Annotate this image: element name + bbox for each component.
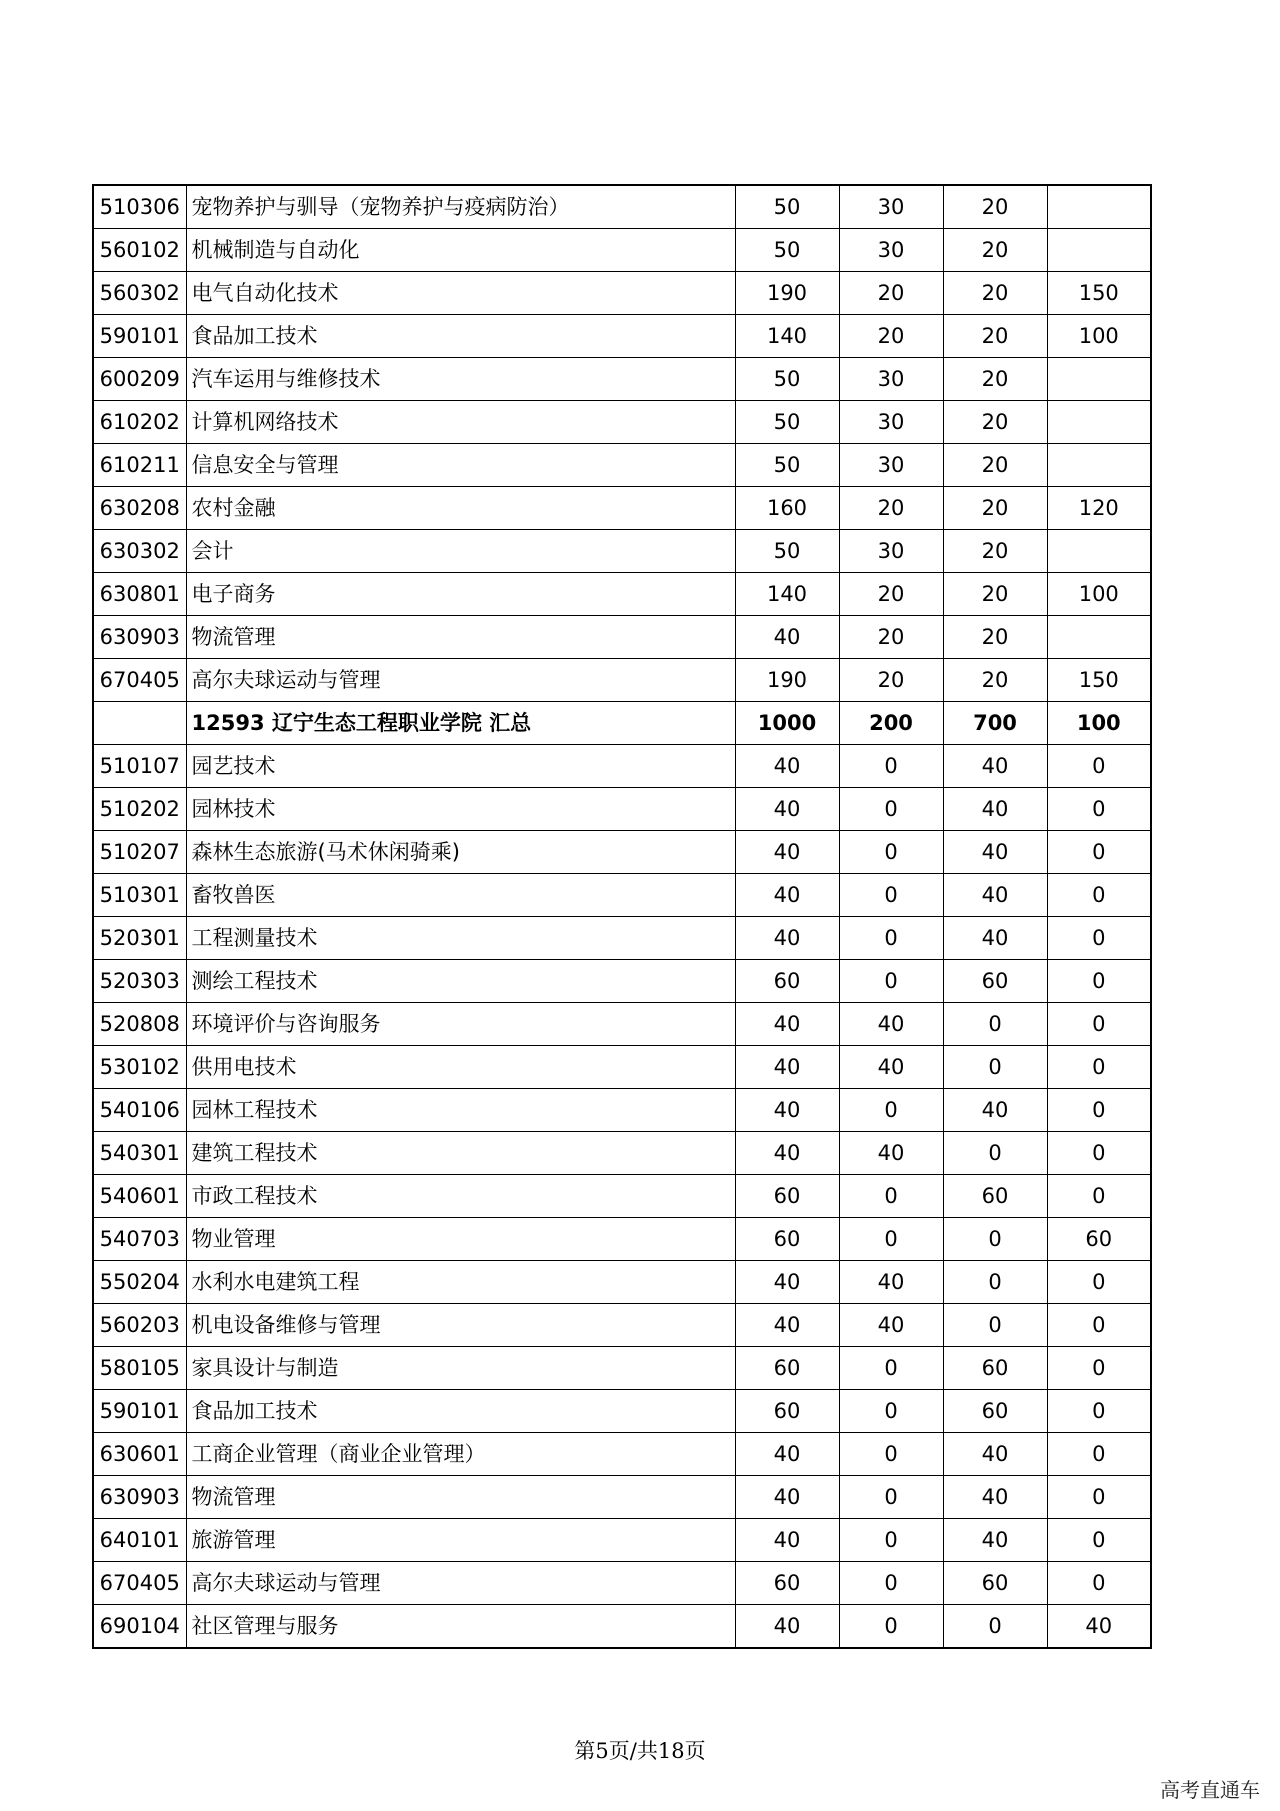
- table-body: [93, 185, 1151, 1648]
- plan-count-1-cell: 30: [839, 401, 943, 444]
- plan-count-1-cell: 20: [839, 487, 943, 530]
- plan-count-2-cell: 60: [943, 960, 1047, 1003]
- major-name-cell: 园林工程技术: [186, 1089, 735, 1132]
- plan-count-2-cell: 60: [943, 1347, 1047, 1390]
- table-row: [93, 229, 1151, 272]
- plan-count-2-cell: 0: [943, 1218, 1047, 1261]
- plan-total-cell: 50: [735, 444, 839, 487]
- table-row: [93, 659, 1151, 702]
- plan-count-2-cell: 20: [943, 659, 1047, 702]
- major-name-cell: 高尔夫球运动与管理: [186, 659, 735, 702]
- table-row: [93, 960, 1151, 1003]
- plan-count-3-cell: 0: [1047, 1089, 1151, 1132]
- major-code-cell: 530102: [93, 1046, 186, 1089]
- plan-count-1-cell: 0: [839, 1476, 943, 1519]
- major-code-cell: 690104: [93, 1605, 186, 1649]
- plan-total-cell: 60: [735, 960, 839, 1003]
- plan-count-3-cell: 150: [1047, 272, 1151, 315]
- major-name-cell: 电子商务: [186, 573, 735, 616]
- table-row: [93, 1261, 1151, 1304]
- major-code-cell: 630302: [93, 530, 186, 573]
- major-code-cell: 590101: [93, 1390, 186, 1433]
- plan-total-cell: 50: [735, 185, 839, 229]
- major-name-cell: 12593 辽宁生态工程职业学院 汇总: [186, 702, 735, 745]
- plan-count-2-cell: 40: [943, 1089, 1047, 1132]
- plan-count-3-cell: 100: [1047, 702, 1151, 745]
- plan-count-2-cell: 20: [943, 616, 1047, 659]
- plan-total-cell: 40: [735, 1519, 839, 1562]
- plan-total-cell: 160: [735, 487, 839, 530]
- table-row: [93, 1046, 1151, 1089]
- plan-count-3-cell: 0: [1047, 960, 1151, 1003]
- table-row: [93, 1175, 1151, 1218]
- plan-total-cell: 50: [735, 358, 839, 401]
- table-row: [93, 1304, 1151, 1347]
- plan-total-cell: 60: [735, 1562, 839, 1605]
- plan-total-cell: 40: [735, 1433, 839, 1476]
- plan-count-1-cell: 0: [839, 917, 943, 960]
- plan-count-1-cell: 30: [839, 185, 943, 229]
- plan-total-cell: 40: [735, 1089, 839, 1132]
- plan-count-2-cell: 20: [943, 229, 1047, 272]
- plan-count-3-cell: 60: [1047, 1218, 1151, 1261]
- plan-count-3-cell: 40: [1047, 1605, 1151, 1649]
- plan-count-1-cell: 0: [839, 831, 943, 874]
- plan-total-cell: 40: [735, 874, 839, 917]
- major-code-cell: 560302: [93, 272, 186, 315]
- major-name-cell: 供用电技术: [186, 1046, 735, 1089]
- plan-count-3-cell: 0: [1047, 1003, 1151, 1046]
- plan-count-2-cell: 60: [943, 1390, 1047, 1433]
- plan-count-2-cell: 40: [943, 1433, 1047, 1476]
- plan-count-1-cell: 30: [839, 229, 943, 272]
- plan-total-cell: 60: [735, 1347, 839, 1390]
- plan-count-2-cell: 40: [943, 917, 1047, 960]
- major-code-cell: 510301: [93, 874, 186, 917]
- watermark-text: 高考直通车: [1160, 1778, 1260, 1802]
- plan-count-3-cell: 0: [1047, 788, 1151, 831]
- major-code-cell: 590101: [93, 315, 186, 358]
- plan-total-cell: 190: [735, 272, 839, 315]
- major-code-cell: 560102: [93, 229, 186, 272]
- plan-total-cell: 40: [735, 1304, 839, 1347]
- major-code-cell: 560203: [93, 1304, 186, 1347]
- plan-count-1-cell: 0: [839, 1605, 943, 1649]
- plan-count-1-cell: 0: [839, 1519, 943, 1562]
- major-code-cell: 630903: [93, 616, 186, 659]
- plan-count-3-cell: [1047, 229, 1151, 272]
- plan-count-2-cell: 60: [943, 1175, 1047, 1218]
- plan-count-1-cell: 0: [839, 1390, 943, 1433]
- plan-count-1-cell: 20: [839, 315, 943, 358]
- plan-count-3-cell: 0: [1047, 1261, 1151, 1304]
- table-row-summary: [93, 702, 1151, 745]
- major-name-cell: 园艺技术: [186, 745, 735, 788]
- plan-count-1-cell: 30: [839, 530, 943, 573]
- table-row: [93, 315, 1151, 358]
- plan-total-cell: 40: [735, 1046, 839, 1089]
- major-name-cell: 农村金融: [186, 487, 735, 530]
- major-name-cell: 物流管理: [186, 616, 735, 659]
- major-code-cell: 630601: [93, 1433, 186, 1476]
- plan-count-3-cell: 0: [1047, 1390, 1151, 1433]
- plan-count-1-cell: 30: [839, 444, 943, 487]
- plan-count-1-cell: 0: [839, 1089, 943, 1132]
- plan-count-2-cell: 20: [943, 272, 1047, 315]
- table-row: [93, 487, 1151, 530]
- plan-count-2-cell: 40: [943, 831, 1047, 874]
- table-row: [93, 1347, 1151, 1390]
- major-name-cell: 汽车运用与维修技术: [186, 358, 735, 401]
- plan-total-cell: 50: [735, 530, 839, 573]
- major-code-cell: 670405: [93, 1562, 186, 1605]
- plan-total-cell: 140: [735, 315, 839, 358]
- plan-count-2-cell: 40: [943, 788, 1047, 831]
- major-code-cell: 610211: [93, 444, 186, 487]
- major-code-cell: 540301: [93, 1132, 186, 1175]
- major-code-cell: 540703: [93, 1218, 186, 1261]
- major-code-cell: 600209: [93, 358, 186, 401]
- plan-count-2-cell: 20: [943, 530, 1047, 573]
- plan-count-3-cell: 120: [1047, 487, 1151, 530]
- plan-count-3-cell: [1047, 530, 1151, 573]
- major-name-cell: 建筑工程技术: [186, 1132, 735, 1175]
- table-row: [93, 185, 1151, 229]
- major-code-cell: 550204: [93, 1261, 186, 1304]
- plan-count-2-cell: 0: [943, 1046, 1047, 1089]
- major-name-cell: 测绘工程技术: [186, 960, 735, 1003]
- plan-total-cell: 50: [735, 229, 839, 272]
- major-name-cell: 宠物养护与驯导（宠物养护与疫病防治）: [186, 185, 735, 229]
- plan-count-2-cell: 20: [943, 573, 1047, 616]
- plan-count-1-cell: 20: [839, 272, 943, 315]
- plan-total-cell: 40: [735, 1003, 839, 1046]
- table-row: [93, 616, 1151, 659]
- major-name-cell: 物流管理: [186, 1476, 735, 1519]
- table-row: [93, 831, 1151, 874]
- major-name-cell: 食品加工技术: [186, 315, 735, 358]
- plan-total-cell: 1000: [735, 702, 839, 745]
- plan-count-1-cell: 40: [839, 1261, 943, 1304]
- plan-count-2-cell: 0: [943, 1132, 1047, 1175]
- plan-count-3-cell: [1047, 185, 1151, 229]
- major-code-cell: 630208: [93, 487, 186, 530]
- table-row: [93, 1476, 1151, 1519]
- major-name-cell: 电气自动化技术: [186, 272, 735, 315]
- table-row: [93, 573, 1151, 616]
- table-row: [93, 1132, 1151, 1175]
- table-row: [93, 745, 1151, 788]
- plan-count-1-cell: 0: [839, 1218, 943, 1261]
- table-row: [93, 401, 1151, 444]
- plan-count-3-cell: 0: [1047, 1433, 1151, 1476]
- major-name-cell: 园林技术: [186, 788, 735, 831]
- major-code-cell: 510306: [93, 185, 186, 229]
- major-code-cell: 510207: [93, 831, 186, 874]
- major-code-cell: 520303: [93, 960, 186, 1003]
- plan-count-3-cell: 100: [1047, 315, 1151, 358]
- plan-count-2-cell: 40: [943, 874, 1047, 917]
- table-row: [93, 358, 1151, 401]
- plan-count-3-cell: 0: [1047, 1304, 1151, 1347]
- major-code-cell: 510202: [93, 788, 186, 831]
- major-code-cell: 580105: [93, 1347, 186, 1390]
- plan-count-3-cell: [1047, 401, 1151, 444]
- major-name-cell: 畜牧兽医: [186, 874, 735, 917]
- table-row: [93, 1433, 1151, 1476]
- table-row: [93, 874, 1151, 917]
- table-row: [93, 444, 1151, 487]
- plan-count-2-cell: 40: [943, 1476, 1047, 1519]
- plan-count-2-cell: 20: [943, 185, 1047, 229]
- plan-count-3-cell: [1047, 358, 1151, 401]
- plan-count-3-cell: 0: [1047, 1347, 1151, 1390]
- table-row: [93, 1003, 1151, 1046]
- table-row: [93, 1218, 1151, 1261]
- major-name-cell: 社区管理与服务: [186, 1605, 735, 1649]
- major-code-cell: 520808: [93, 1003, 186, 1046]
- plan-count-1-cell: 20: [839, 659, 943, 702]
- plan-count-2-cell: 0: [943, 1304, 1047, 1347]
- major-code-cell: 630903: [93, 1476, 186, 1519]
- plan-count-1-cell: 30: [839, 358, 943, 401]
- plan-count-3-cell: 0: [1047, 874, 1151, 917]
- table-row: [93, 788, 1151, 831]
- major-name-cell: 市政工程技术: [186, 1175, 735, 1218]
- major-code-cell: 630801: [93, 573, 186, 616]
- major-code-cell: 540601: [93, 1175, 186, 1218]
- plan-total-cell: 40: [735, 616, 839, 659]
- plan-count-3-cell: 0: [1047, 831, 1151, 874]
- plan-count-1-cell: 0: [839, 1175, 943, 1218]
- plan-count-3-cell: 0: [1047, 1175, 1151, 1218]
- plan-count-2-cell: 20: [943, 487, 1047, 530]
- table-row: [93, 1390, 1151, 1433]
- plan-count-3-cell: 0: [1047, 745, 1151, 788]
- plan-count-2-cell: 700: [943, 702, 1047, 745]
- major-name-cell: 机械制造与自动化: [186, 229, 735, 272]
- major-name-cell: 家具设计与制造: [186, 1347, 735, 1390]
- plan-count-1-cell: 20: [839, 616, 943, 659]
- table-row: [93, 272, 1151, 315]
- plan-count-1-cell: 40: [839, 1046, 943, 1089]
- major-name-cell: 物业管理: [186, 1218, 735, 1261]
- major-code-cell: 610202: [93, 401, 186, 444]
- major-name-cell: 水利水电建筑工程: [186, 1261, 735, 1304]
- major-name-cell: 会计: [186, 530, 735, 573]
- major-name-cell: 旅游管理: [186, 1519, 735, 1562]
- plan-count-1-cell: 40: [839, 1304, 943, 1347]
- plan-total-cell: 60: [735, 1175, 839, 1218]
- plan-count-2-cell: 0: [943, 1605, 1047, 1649]
- plan-count-2-cell: 0: [943, 1261, 1047, 1304]
- plan-count-1-cell: 0: [839, 1433, 943, 1476]
- major-code-cell: 540106: [93, 1089, 186, 1132]
- plan-total-cell: 40: [735, 788, 839, 831]
- plan-count-3-cell: 150: [1047, 659, 1151, 702]
- plan-total-cell: 40: [735, 831, 839, 874]
- plan-count-2-cell: 40: [943, 745, 1047, 788]
- enrollment-plan-table: [92, 184, 1152, 1649]
- plan-count-1-cell: 20: [839, 573, 943, 616]
- plan-count-3-cell: [1047, 444, 1151, 487]
- plan-total-cell: 40: [735, 1261, 839, 1304]
- plan-total-cell: 40: [735, 745, 839, 788]
- major-code-cell: 520301: [93, 917, 186, 960]
- major-name-cell: 计算机网络技术: [186, 401, 735, 444]
- major-name-cell: 信息安全与管理: [186, 444, 735, 487]
- plan-count-1-cell: 200: [839, 702, 943, 745]
- plan-count-1-cell: 40: [839, 1132, 943, 1175]
- major-code-cell: 510107: [93, 745, 186, 788]
- table-row: [93, 1089, 1151, 1132]
- plan-total-cell: 60: [735, 1218, 839, 1261]
- plan-total-cell: 40: [735, 1476, 839, 1519]
- plan-count-3-cell: 0: [1047, 1519, 1151, 1562]
- table-row: [93, 1519, 1151, 1562]
- plan-count-1-cell: 0: [839, 788, 943, 831]
- major-name-cell: 环境评价与咨询服务: [186, 1003, 735, 1046]
- page-number: 第5页/共18页: [574, 1739, 706, 1763]
- plan-total-cell: 40: [735, 1605, 839, 1649]
- table-row: [93, 1562, 1151, 1605]
- plan-count-3-cell: [1047, 616, 1151, 659]
- plan-count-2-cell: 0: [943, 1003, 1047, 1046]
- plan-count-2-cell: 20: [943, 315, 1047, 358]
- plan-count-2-cell: 60: [943, 1562, 1047, 1605]
- major-name-cell: 高尔夫球运动与管理: [186, 1562, 735, 1605]
- plan-count-1-cell: 0: [839, 874, 943, 917]
- table-row: [93, 1605, 1151, 1649]
- plan-total-cell: 50: [735, 401, 839, 444]
- plan-count-2-cell: 40: [943, 1519, 1047, 1562]
- plan-count-1-cell: 0: [839, 960, 943, 1003]
- plan-count-2-cell: 20: [943, 444, 1047, 487]
- plan-count-3-cell: 0: [1047, 1562, 1151, 1605]
- plan-count-2-cell: 20: [943, 358, 1047, 401]
- major-name-cell: 食品加工技术: [186, 1390, 735, 1433]
- plan-count-3-cell: 0: [1047, 1046, 1151, 1089]
- major-name-cell: 工商企业管理（商业企业管理）: [186, 1433, 735, 1476]
- plan-count-1-cell: 0: [839, 745, 943, 788]
- table-row: [93, 917, 1151, 960]
- major-name-cell: 森林生态旅游(马术休闲骑乘): [186, 831, 735, 874]
- plan-total-cell: 40: [735, 917, 839, 960]
- plan-total-cell: 190: [735, 659, 839, 702]
- plan-count-1-cell: 0: [839, 1562, 943, 1605]
- plan-total-cell: 140: [735, 573, 839, 616]
- major-name-cell: 机电设备维修与管理: [186, 1304, 735, 1347]
- major-name-cell: 工程测量技术: [186, 917, 735, 960]
- plan-count-3-cell: 0: [1047, 1476, 1151, 1519]
- major-code-cell: [93, 702, 186, 745]
- plan-count-3-cell: 100: [1047, 573, 1151, 616]
- plan-count-3-cell: 0: [1047, 1132, 1151, 1175]
- plan-count-2-cell: 20: [943, 401, 1047, 444]
- major-code-cell: 670405: [93, 659, 186, 702]
- plan-total-cell: 60: [735, 1390, 839, 1433]
- table-row: [93, 530, 1151, 573]
- major-code-cell: 640101: [93, 1519, 186, 1562]
- plan-total-cell: 40: [735, 1132, 839, 1175]
- plan-count-3-cell: 0: [1047, 917, 1151, 960]
- plan-count-1-cell: 0: [839, 1347, 943, 1390]
- plan-count-1-cell: 40: [839, 1003, 943, 1046]
